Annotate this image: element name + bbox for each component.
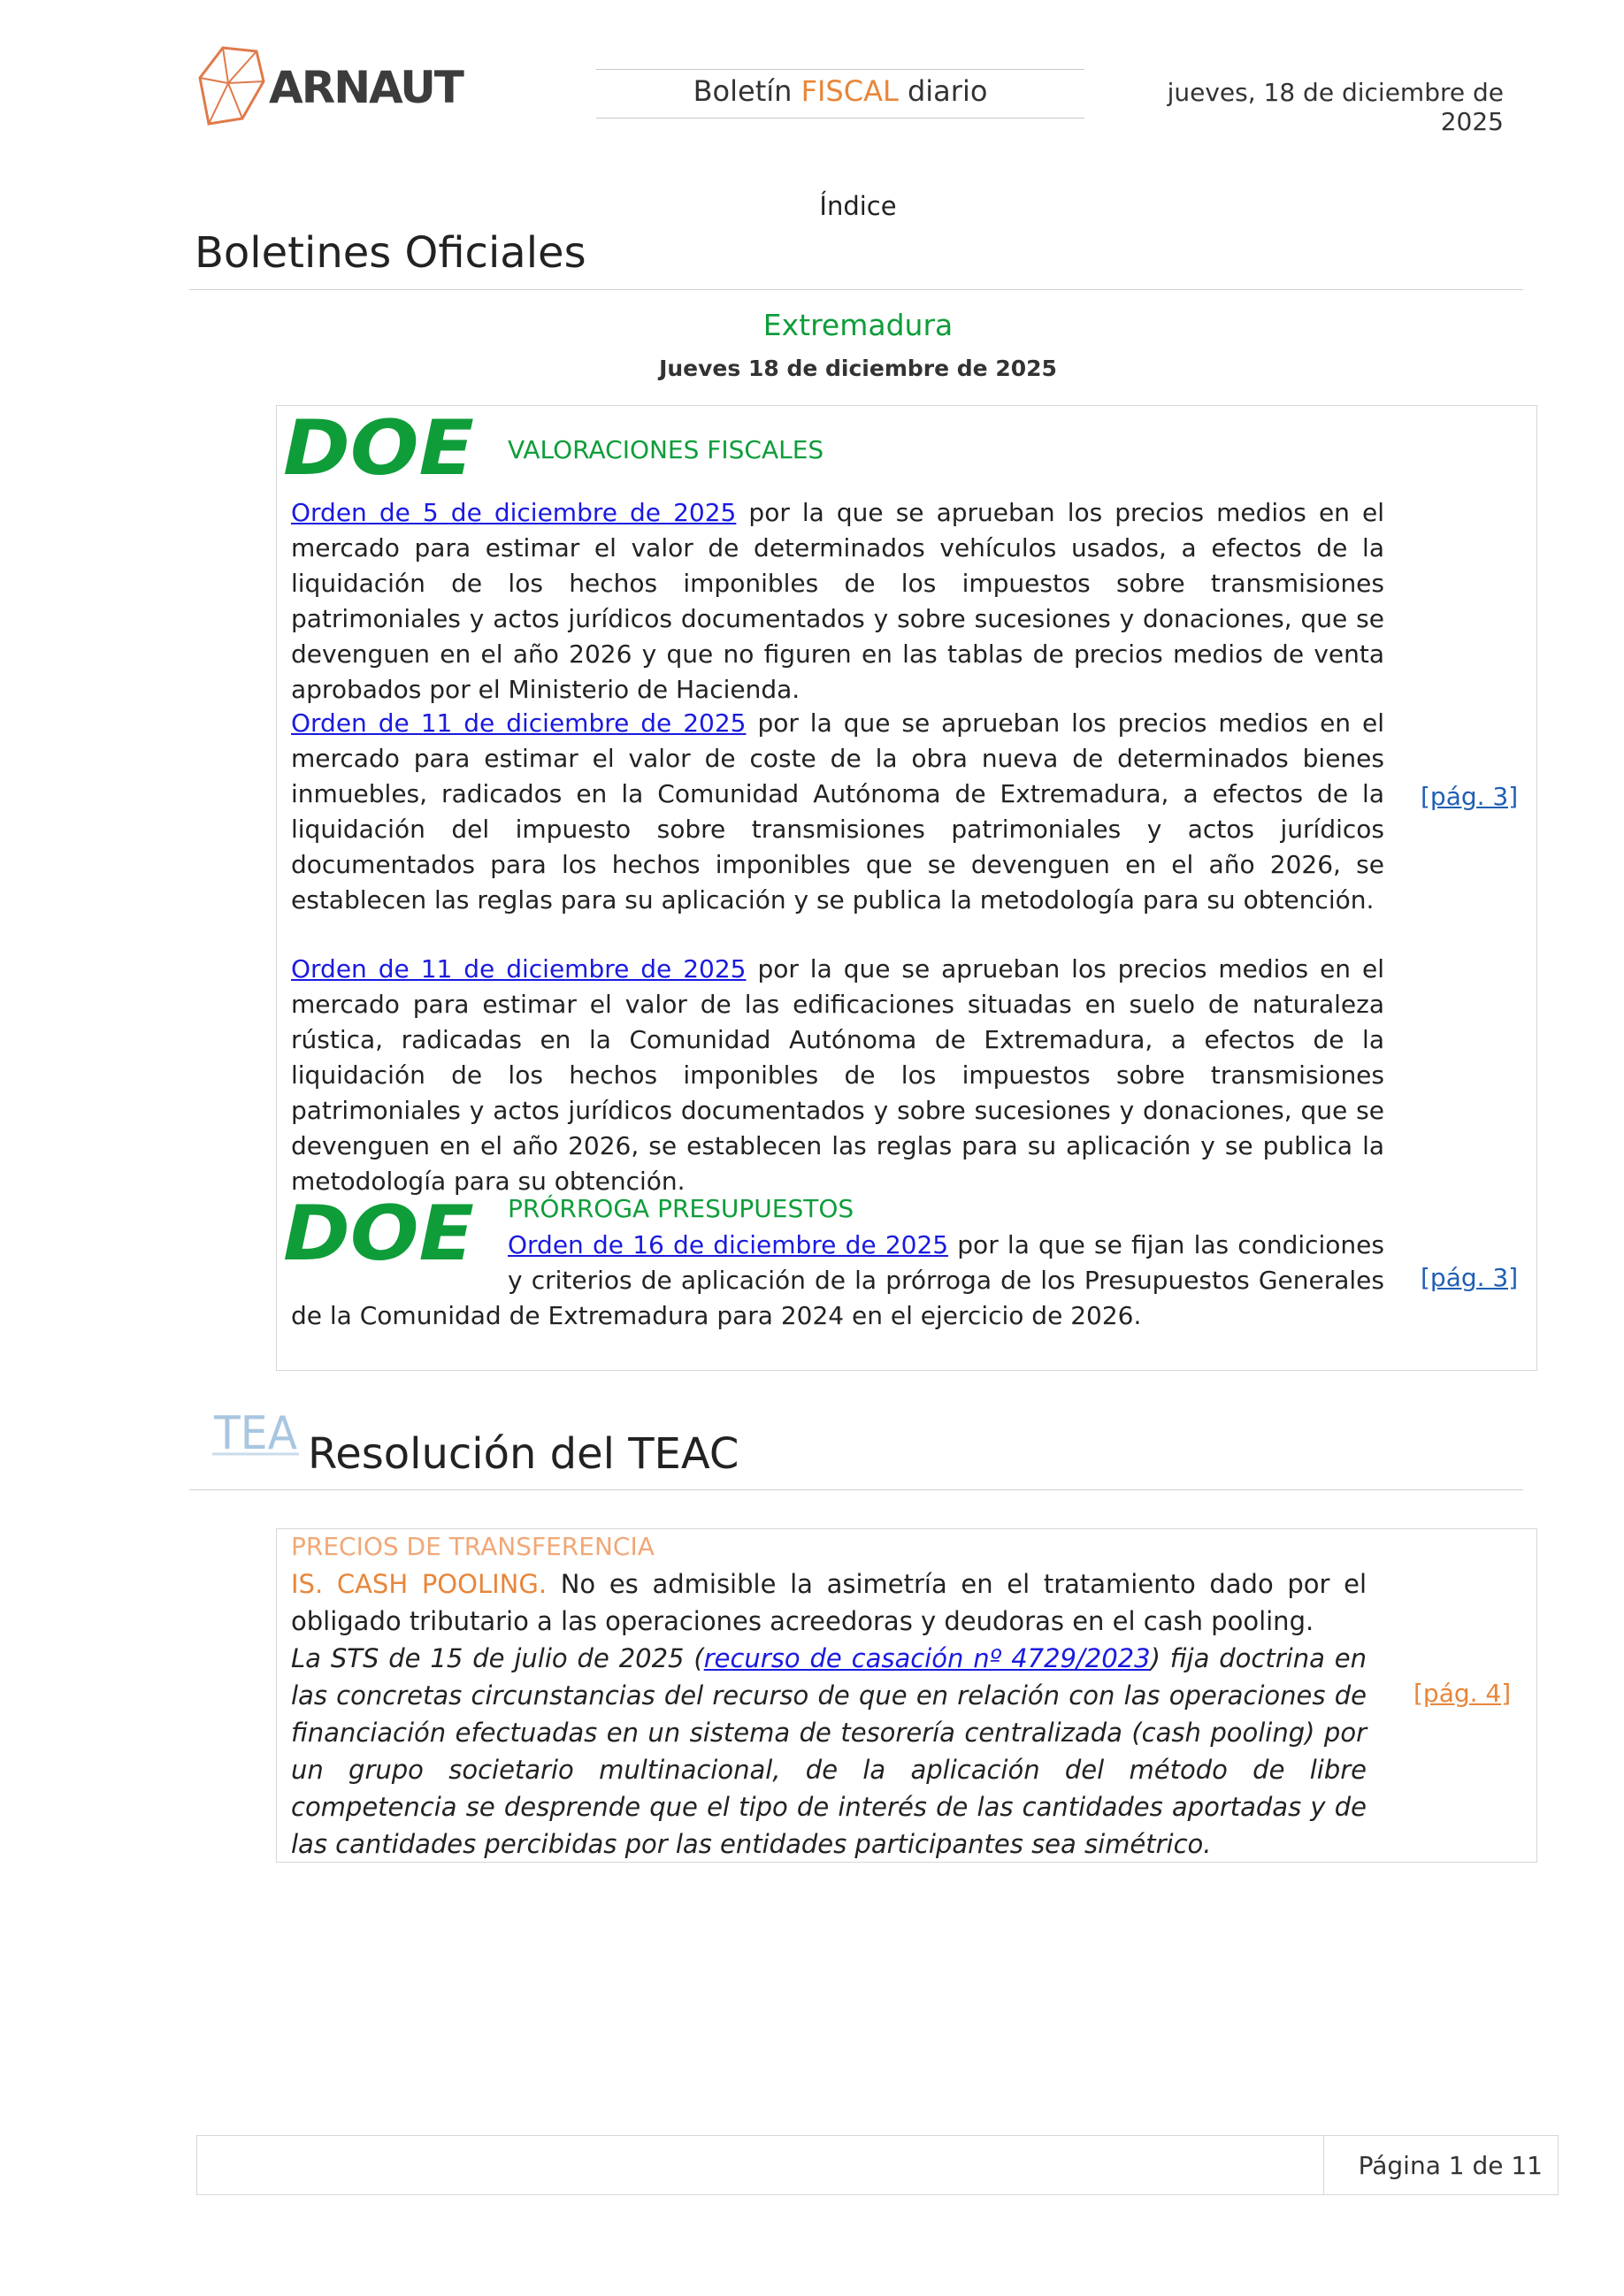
page-ref-teac: [1413, 1679, 1511, 1708]
index-label: Índice: [819, 191, 897, 221]
page-number: Página 1 de 11: [1358, 2151, 1543, 2180]
doe-logo-text: DOE: [283, 416, 474, 479]
headline-text: No es admisible la asimetría en el tratamiento dado por el obligado tributario a las operaciones acreedoras y deudoras en el cash pooling.: [291, 1569, 1367, 1636]
category-valoraciones: VALORACIONES FISCALES: [508, 435, 824, 464]
doe-logo-text: DOE: [283, 1201, 474, 1265]
category-prorroga: PRÓRROGA PRESUPUESTOS: [508, 1194, 854, 1223]
section-divider: [189, 1489, 1523, 1490]
page-ref-link-2[interactable]: [pág. 3]: [1421, 1263, 1519, 1292]
title-prefix: Boletín: [693, 74, 801, 108]
entry-2-text: por la que se aprueban los precios medios en el mercado para estimar el valor de coste de la obra nueva de determinados bienes inmuebles, radicados en la Comunidad Autónoma de Extremadura, a efectos de la liquidación del impuesto sobre transmisiones patrimoniales y actos jurídicos documentados para los hechos imponibles que se devenguen en el año 2026, se establecen las reglas para su aplicación y se publica la metodología para su obtención.: [291, 708, 1384, 915]
entry-1-text: por la que se aprueban los precios medios en el mercado para estimar el valor de determinados vehículos usados, a efectos de la liquidación de los hechos imponibles de los impuestos sobre transmisiones patrimoniales y actos jurídicos documentados y sobre sucesiones y donaciones, que se devenguen en el año 2026 y que no figuren en las tablas de precios medios de venta aprobados por el Ministerio de Hacienda.: [291, 498, 1384, 704]
section-title-teac: Resolución del TEAC: [308, 1429, 739, 1479]
doe-logo-icon: [281, 416, 479, 479]
section-divider: [189, 289, 1523, 290]
logo-float-spacer: [291, 1228, 508, 1291]
region-date: Jueves 18 de diciembre de 2025: [659, 356, 1057, 381]
footer-divider: [1323, 2135, 1324, 2195]
teac-headline: [291, 1565, 1367, 1640]
entry-3: [291, 952, 1384, 1199]
section-title-boletines: Boletines Oficiales: [195, 228, 586, 278]
tea-logo-icon: [212, 1408, 301, 1463]
page-ref-link-3[interactable]: [pág. 4]: [1413, 1679, 1512, 1708]
bulletin-title: [596, 74, 1084, 108]
region-heading: Extremadura: [762, 308, 954, 342]
body-after: ) fija doctrina en las concretas circunstancias del recurso de que en relación con las operaciones de financiación efectuadas en un sistema de tesorería centralizada (cash pooling) por un grupo societario multinacional, de la aplicación del método de libre competencia se desprende que el tipo de interés de las cantidades aportadas y de las cantidades percibidas por las entidades participantes sea simétrico.: [291, 1643, 1367, 1859]
arnaut-geometric-icon: [196, 42, 267, 131]
page-ref-prorroga: [1421, 1263, 1518, 1292]
recurso-link[interactable]: recurso de casación nº 4729/2023: [703, 1643, 1151, 1673]
headline-prefix: IS. CASH POOLING.: [291, 1569, 548, 1599]
order-link-1[interactable]: Orden de 5 de diciembre de 2025: [291, 498, 737, 527]
tea-icon: [212, 1408, 301, 1463]
title-suffix: diario: [898, 74, 988, 108]
arnaut-logo: [196, 42, 462, 131]
title-highlight: FISCAL: [801, 74, 899, 108]
entry-2: [291, 706, 1384, 918]
category-precios-transferencia: PRECIOS DE TRANSFERENCIA: [291, 1532, 655, 1561]
teac-body: [291, 1640, 1367, 1863]
logo-wordmark: ARNAUT: [269, 62, 463, 113]
order-link-3[interactable]: Orden de 11 de diciembre de 2025: [291, 954, 747, 983]
entry-3-text: por la que se aprueban los precios medios en el mercado para estimar el valor de las edificaciones situadas en suelo de naturaleza rústica, radicadas en la Comunidad Autónoma de Extremadura, a efectos de la liquidación de los hechos imponibles de los impuestos sobre transmisiones patrimoniales y actos jurídicos documentados y sobre sucesiones y donaciones, que se devenguen en el año 2026, se establecen las reglas para su aplicación y se publica la metodología para su obtención.: [291, 954, 1384, 1196]
page-ref-link-1[interactable]: [pág. 3]: [1421, 782, 1519, 811]
header-date: jueves, 18 de diciembre de 2025: [1167, 78, 1504, 136]
order-link-2[interactable]: Orden de 11 de diciembre de 2025: [291, 708, 747, 738]
page-ref-valoraciones: [1421, 782, 1518, 811]
body-before: La STS de 15 de julio de 2025 (: [291, 1643, 704, 1673]
entry-1: [291, 495, 1384, 708]
order-link-4[interactable]: Orden de 16 de diciembre de 2025: [508, 1230, 949, 1259]
doe-logo: [281, 416, 479, 483]
entry-4: [291, 1228, 1384, 1334]
tea-logo-text: TEA: [213, 1408, 298, 1460]
entry-4-text: por la que se fijan las condiciones y criterios de aplicación de la prórroga de los Presupuestos Generales de la Comunidad de Extremadura para 2024 en el ejercicio de 2026.: [291, 1230, 1384, 1330]
